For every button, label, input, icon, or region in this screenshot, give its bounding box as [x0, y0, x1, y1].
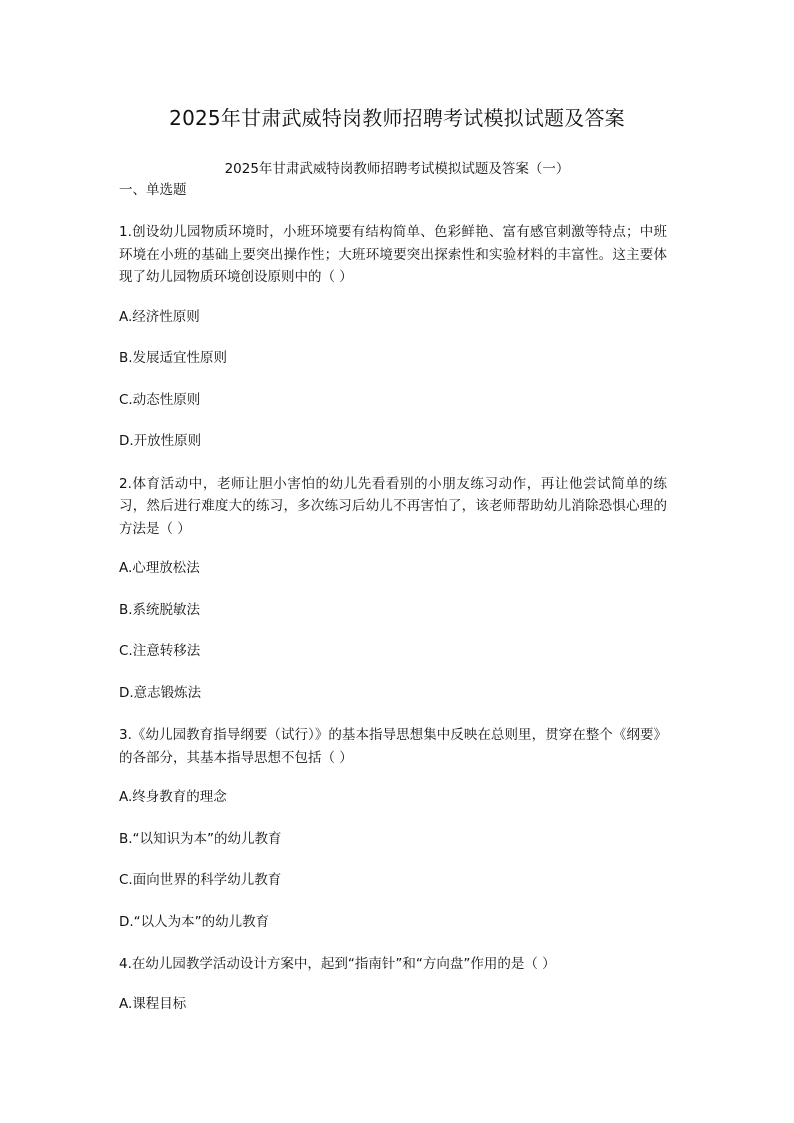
question-2: [119, 473, 667, 703]
option-b: B.“以知识为本”的幼儿教育: [119, 830, 282, 847]
document-subtitle: 2025年甘肃武威特岗教师招聘考试模拟试题及答案（一）: [224, 161, 570, 177]
question-stem: 1.创设幼儿园物质环境时，小班环境要有结构简单、色彩鲜艳、富有感官刺激等特点；中班环境在小班的基础上要突出操作性；大班环境要突出探索性和实验材料的丰富性。这主要体现了幼儿园物质环境创设原则中的（ ）: [119, 224, 667, 285]
option-a: A.课程目标: [119, 995, 187, 1012]
option-a: A.终身教育的理念: [119, 789, 227, 805]
question-stem: 2.体育活动中，老师让胆小害怕的幼儿先看看别的小朋友练习动作，再让他尝试简单的练习，然后进行难度大的练习，多次练习后幼儿不再害怕了，该老师帮助幼儿消除恐惧心理的方法是（ ）: [119, 475, 667, 537]
document-title: 2025年甘肃武威特岗教师招聘考试模拟试题及答案: [169, 106, 625, 130]
option-c: C.面向世界的科学幼儿教育: [119, 872, 282, 888]
option-c: C.注意转移法: [119, 643, 201, 659]
question-4: [119, 953, 667, 1014]
question-1: [119, 221, 667, 451]
option-d: D.开放性原则: [119, 433, 202, 449]
question-3: [119, 724, 667, 932]
option-b: B.发展适宜性原则: [119, 350, 228, 366]
question-stem: 3.《幼儿园教育指导纲要（试行）》的基本指导思想集中反映在总则里，贯穿在整个《纲要》的各部分，其基本指导思想不包括（ ）: [119, 727, 667, 766]
question-stem: 4.在幼儿园教学活动设计方案中，起到“指南针”和“方向盘”作用的是（ ）: [119, 956, 556, 972]
question-list: [119, 221, 667, 1035]
option-c: C.动态性原则: [119, 391, 201, 408]
section-heading: 一、单选题: [119, 182, 187, 198]
option-b: B.系统脱敏法: [119, 601, 201, 618]
option-d: D.“以人为本”的幼儿教育: [119, 913, 270, 930]
option-d: D.意志锻炼法: [119, 684, 202, 701]
option-a: A.心理放松法: [119, 560, 200, 576]
option-a: A.经济性原则: [119, 308, 200, 325]
